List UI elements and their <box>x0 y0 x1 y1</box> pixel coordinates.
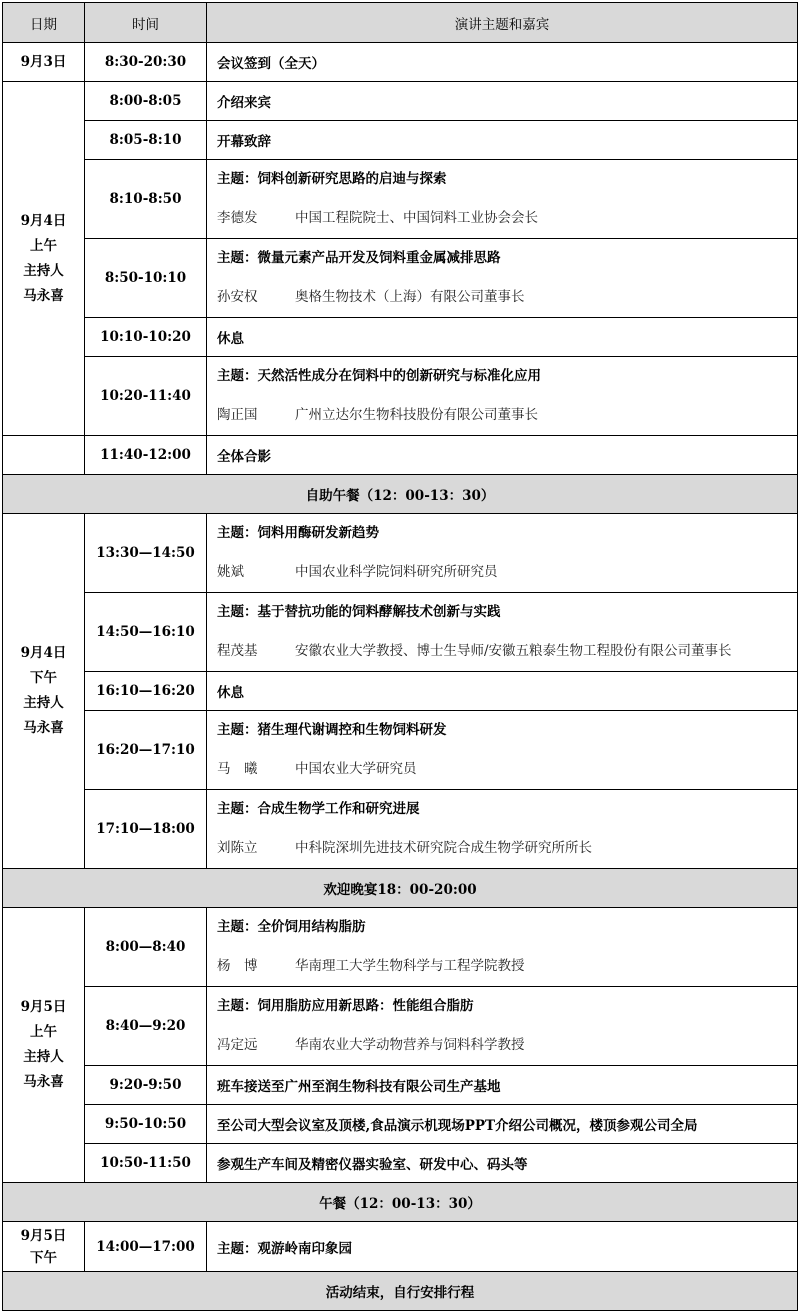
table-row <box>3 239 798 318</box>
topic-cell <box>207 160 798 239</box>
header-row <box>3 3 798 43</box>
topic-cell: 班车接送至广州至润生物科技有限公司生产基地 <box>207 1066 798 1105</box>
topic-cell: 开幕致辞 <box>207 121 798 160</box>
lunch-banner: 自助午餐（12：00-13：30） <box>3 475 798 514</box>
date-line: 马永喜 <box>23 287 64 304</box>
date-line: 9月5日 <box>20 1227 67 1244</box>
end-banner: 活动结束，自行安排行程 <box>3 1272 798 1311</box>
date-line: 下午 <box>30 670 57 686</box>
time-cell: 10:20-11:40 <box>85 357 207 436</box>
table-row <box>3 160 798 239</box>
speaker-name: 孙安权 <box>217 289 258 305</box>
date-line: 9月4日 <box>20 212 67 229</box>
time-cell: 10:10-10:20 <box>85 318 207 357</box>
speaker-name: 杨 博 <box>217 958 258 974</box>
time-cell: 8:40—9:20 <box>85 987 207 1066</box>
topic-cell: 全体合影 <box>207 436 798 475</box>
speaker-line <box>217 199 797 238</box>
topic-cell: 参观生产车间及精密仪器实验室、研发中心、码头等 <box>207 1144 798 1183</box>
speaker-line <box>217 553 797 592</box>
topic-cell: 介绍来宾 <box>207 82 798 121</box>
time-cell: 9:50-10:50 <box>85 1105 207 1144</box>
schedule-table <box>2 2 798 1311</box>
topic-cell: 主题：观游岭南印象园 <box>207 1222 798 1272</box>
date-line: 下午 <box>30 1249 57 1266</box>
banner-row <box>3 475 798 514</box>
date-cell: 9月3日 <box>3 43 85 82</box>
speaker-line <box>217 750 797 789</box>
topic-cell: 休息 <box>207 672 798 711</box>
time-cell: 10:50-11:50 <box>85 1144 207 1183</box>
talk-title: 主题：饲料创新研究思路的启迪与探索 <box>217 171 447 187</box>
table-row <box>3 908 798 987</box>
speaker-name: 马 曦 <box>217 761 258 777</box>
speaker-name: 李德发 <box>217 210 258 226</box>
topic-cell: 会议签到（全天） <box>207 43 798 82</box>
speaker-affiliation: 华南农业大学动物营养与饲料科学教授 <box>295 1037 525 1053</box>
speaker-affiliation: 安徽农业大学教授、博士生导师/安徽五粮泰生物工程股份有限公司董事长 <box>295 643 732 659</box>
header-topic: 演讲主题和嘉宾 <box>207 3 798 43</box>
table-row <box>3 1066 798 1105</box>
date-cell <box>3 514 85 869</box>
table-row <box>3 357 798 436</box>
topic-cell <box>207 357 798 436</box>
speaker-line <box>217 947 797 986</box>
speaker-line <box>217 829 797 868</box>
topic-cell: 休息 <box>207 318 798 357</box>
topic-cell <box>207 987 798 1066</box>
speaker-affiliation: 华南理工大学生物科学与工程学院教授 <box>295 958 525 974</box>
speaker-name: 程茂基 <box>217 643 258 659</box>
table-row <box>3 790 798 869</box>
time-cell: 14:50—16:10 <box>85 593 207 672</box>
time-cell: 14:00—17:00 <box>85 1222 207 1272</box>
date-line: 9月4日 <box>20 645 67 661</box>
speaker-line <box>217 396 797 435</box>
time-cell: 11:40-12:00 <box>85 436 207 475</box>
speaker-affiliation: 中国农业大学研究员 <box>295 761 417 777</box>
banner-row <box>3 1183 798 1222</box>
date-line: 上午 <box>30 1024 57 1040</box>
date-cell <box>3 82 85 436</box>
banner-row <box>3 869 798 908</box>
date-line: 马永喜 <box>23 1074 64 1090</box>
topic-cell <box>207 239 798 318</box>
speaker-name: 姚斌 <box>217 564 244 580</box>
dinner-banner: 欢迎晚宴18：00-20:00 <box>3 869 798 908</box>
date-line: 主持人 <box>23 262 64 279</box>
table-row <box>3 672 798 711</box>
talk-title: 主题：饲用脂肪应用新思路：性能组合脂肪 <box>217 998 474 1014</box>
date-line: 主持人 <box>23 1049 64 1065</box>
speaker-name: 冯定远 <box>217 1037 258 1053</box>
date-cell <box>3 436 85 475</box>
time-cell: 17:10—18:00 <box>85 790 207 869</box>
time-cell: 13:30—14:50 <box>85 514 207 593</box>
time-cell: 9:20-9:50 <box>85 1066 207 1105</box>
time-cell: 16:10—16:20 <box>85 672 207 711</box>
date-cell <box>3 1222 85 1272</box>
talk-title: 主题：全价饲用结构脂肪 <box>217 919 366 935</box>
date-cell <box>3 908 85 1183</box>
date-line: 上午 <box>30 237 57 254</box>
time-cell: 8:10-8:50 <box>85 160 207 239</box>
table-row <box>3 593 798 672</box>
speaker-affiliation: 奥格生物技术（上海）有限公司董事长 <box>295 289 525 305</box>
table-row <box>3 318 798 357</box>
topic-cell <box>207 790 798 869</box>
header-time: 时间 <box>85 3 207 43</box>
topic-cell: 至公司大型会议室及顶楼,食品演示机现场PPT介绍公司概况，楼顶参观公司全局 <box>207 1105 798 1144</box>
table-row <box>3 121 798 160</box>
table-row <box>3 436 798 475</box>
time-cell: 8:00—8:40 <box>85 908 207 987</box>
topic-cell <box>207 711 798 790</box>
table-row <box>3 82 798 121</box>
table-row <box>3 711 798 790</box>
talk-title: 主题：天然活性成分在饲料中的创新研究与标准化应用 <box>217 368 541 384</box>
talk-title: 主题：猪生理代谢调控和生物饲料研发 <box>217 722 447 738</box>
date-line: 9月5日 <box>20 999 67 1015</box>
topic-cell <box>207 514 798 593</box>
topic-cell <box>207 593 798 672</box>
talk-title: 主题：微量元素产品开发及饲料重金属减排思路 <box>217 250 501 266</box>
speaker-affiliation: 中国工程院院士、中国饲料工业协会会长 <box>295 210 538 226</box>
talk-title: 主题：基于替抗功能的饲料酵解技术创新与实践 <box>217 604 501 620</box>
header-date: 日期 <box>3 3 85 43</box>
table-row <box>3 43 798 82</box>
topic-cell <box>207 908 798 987</box>
lunch-banner: 午餐（12：00-13：30） <box>3 1183 798 1222</box>
time-cell: 8:30-20:30 <box>85 43 207 82</box>
table-row <box>3 1144 798 1183</box>
date-line: 主持人 <box>23 695 64 711</box>
talk-title: 主题：合成生物学工作和研究进展 <box>217 801 420 817</box>
talk-title: 主题：饲料用酶研发新趋势 <box>217 525 379 541</box>
table-row <box>3 514 798 593</box>
table-row <box>3 1105 798 1144</box>
time-cell: 16:20—17:10 <box>85 711 207 790</box>
speaker-name: 刘陈立 <box>217 840 258 856</box>
date-line: 马永喜 <box>23 720 64 736</box>
speaker-affiliation: 中科院深圳先进技术研究院合成生物学研究所所长 <box>295 840 592 856</box>
table-row <box>3 987 798 1066</box>
time-cell: 8:05-8:10 <box>85 121 207 160</box>
speaker-affiliation: 广州立达尔生物科技股份有限公司董事长 <box>295 407 538 423</box>
time-cell: 8:00-8:05 <box>85 82 207 121</box>
speaker-name: 陶正国 <box>217 407 258 423</box>
speaker-line <box>217 632 797 671</box>
speaker-affiliation: 中国农业科学院饲料研究所研究员 <box>295 564 498 580</box>
speaker-line <box>217 1026 797 1065</box>
banner-row <box>3 1272 798 1311</box>
speaker-line <box>217 278 797 317</box>
table-row <box>3 1222 798 1272</box>
time-cell: 8:50-10:10 <box>85 239 207 318</box>
